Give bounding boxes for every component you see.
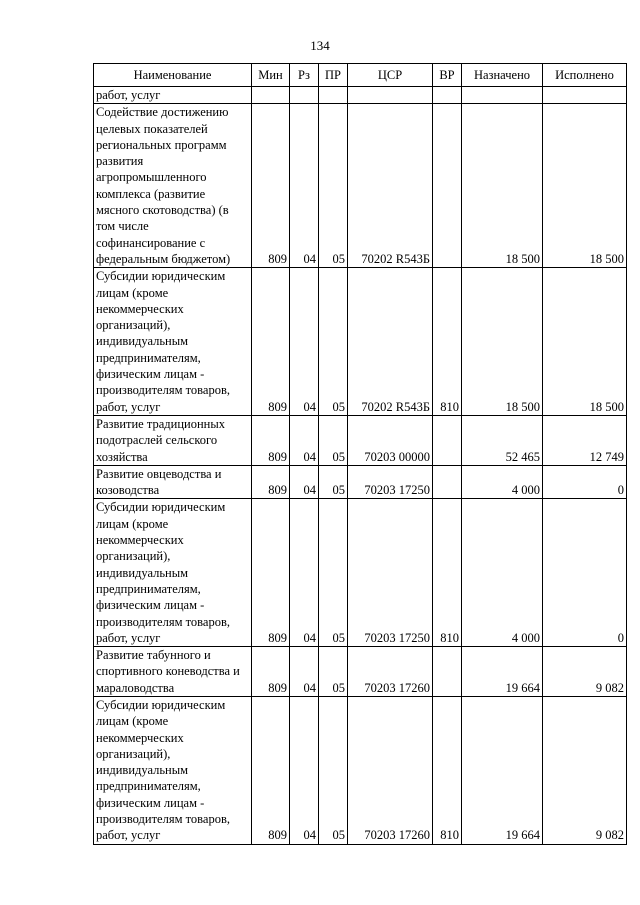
- cell-pr: 05: [319, 104, 348, 268]
- cell-executed: 18 500: [543, 268, 627, 416]
- cell-min: 809: [252, 499, 290, 647]
- cell-name: Развитие овцеводства и козоводства: [94, 465, 252, 499]
- cell-name: работ, услуг: [94, 87, 252, 104]
- cell-min: 809: [252, 465, 290, 499]
- cell-vr: [433, 87, 462, 104]
- cell-vr: [433, 465, 462, 499]
- cell-pr: 05: [319, 268, 348, 416]
- cell-executed: 18 500: [543, 104, 627, 268]
- cell-name: Развитие традиционных подотраслей сельского хозяйства: [94, 415, 252, 465]
- cell-pr: 05: [319, 465, 348, 499]
- cell-rz: 04: [290, 465, 319, 499]
- cell-min: 809: [252, 268, 290, 416]
- cell-csr: 70203 17260: [348, 696, 433, 844]
- cell-executed: 9 082: [543, 696, 627, 844]
- cell-executed: 9 082: [543, 647, 627, 697]
- cell-assigned: 19 664: [462, 647, 543, 697]
- cell-vr: [433, 647, 462, 697]
- cell-executed: 0: [543, 465, 627, 499]
- cell-csr: 70203 17250: [348, 465, 433, 499]
- table-row: [94, 499, 627, 647]
- cell-pr: 05: [319, 647, 348, 697]
- header-min: Мин: [252, 64, 290, 87]
- header-row: [94, 64, 627, 87]
- cell-min: 809: [252, 104, 290, 268]
- cell-rz: [290, 87, 319, 104]
- cell-csr: 70203 17260: [348, 647, 433, 697]
- cell-rz: 04: [290, 696, 319, 844]
- table-row: [94, 104, 627, 268]
- cell-min: 809: [252, 647, 290, 697]
- cell-min: 809: [252, 696, 290, 844]
- cell-name: Развитие табунного и спортивного коневодства и мараловодства: [94, 647, 252, 697]
- cell-pr: 05: [319, 499, 348, 647]
- table-row: [94, 87, 627, 104]
- cell-rz: 04: [290, 415, 319, 465]
- budget-table: [93, 63, 627, 845]
- table-row: [94, 268, 627, 416]
- cell-assigned: 4 000: [462, 499, 543, 647]
- header-rz: Рз: [290, 64, 319, 87]
- cell-name: Субсидии юридическим лицам (кроме некоммерческих организаций), индивидуальным предпринимателям, физическим лицам - производителям товаров, работ, услуг: [94, 696, 252, 844]
- cell-executed: 12 749: [543, 415, 627, 465]
- cell-min: [252, 87, 290, 104]
- header-executed: Исполнено: [543, 64, 627, 87]
- cell-assigned: 18 500: [462, 104, 543, 268]
- table-row: [94, 696, 627, 844]
- cell-assigned: 4 000: [462, 465, 543, 499]
- cell-pr: 05: [319, 696, 348, 844]
- cell-name: Содействие достижению целевых показателей региональных программ развития агропромышленного комплекса (развитие мясного скотоводства) (в том числе софинансирование с федеральным бюджетом): [94, 104, 252, 268]
- table-row: [94, 647, 627, 697]
- table-row: [94, 415, 627, 465]
- cell-vr: 810: [433, 268, 462, 416]
- cell-vr: [433, 415, 462, 465]
- cell-rz: 04: [290, 499, 319, 647]
- header-name: Наименование: [94, 64, 252, 87]
- cell-rz: 04: [290, 268, 319, 416]
- cell-csr: 70203 00000: [348, 415, 433, 465]
- cell-vr: 810: [433, 696, 462, 844]
- cell-pr: [319, 87, 348, 104]
- cell-assigned: [462, 87, 543, 104]
- header-vr: ВР: [433, 64, 462, 87]
- cell-assigned: 19 664: [462, 696, 543, 844]
- cell-executed: 0: [543, 499, 627, 647]
- cell-csr: 70203 17250: [348, 499, 433, 647]
- cell-vr: 810: [433, 499, 462, 647]
- cell-csr: [348, 87, 433, 104]
- cell-name: Субсидии юридическим лицам (кроме некоммерческих организаций), индивидуальным предпринимателям, физическим лицам - производителям товаров, работ, услуг: [94, 499, 252, 647]
- page-number: 134: [310, 38, 330, 53]
- cell-min: 809: [252, 415, 290, 465]
- cell-vr: [433, 104, 462, 268]
- cell-rz: 04: [290, 647, 319, 697]
- cell-csr: 70202 R543Б: [348, 268, 433, 416]
- cell-name: Субсидии юридическим лицам (кроме некоммерческих организаций), индивидуальным предпринимателям, физическим лицам - производителям товаров, работ, услуг: [94, 268, 252, 416]
- cell-assigned: 52 465: [462, 415, 543, 465]
- cell-executed: [543, 87, 627, 104]
- cell-assigned: 18 500: [462, 268, 543, 416]
- header-assigned: Назначено: [462, 64, 543, 87]
- cell-pr: 05: [319, 415, 348, 465]
- header-pr: ПР: [319, 64, 348, 87]
- cell-rz: 04: [290, 104, 319, 268]
- table-row: [94, 465, 627, 499]
- cell-csr: 70202 R543Б: [348, 104, 433, 268]
- header-csr: ЦСР: [348, 64, 433, 87]
